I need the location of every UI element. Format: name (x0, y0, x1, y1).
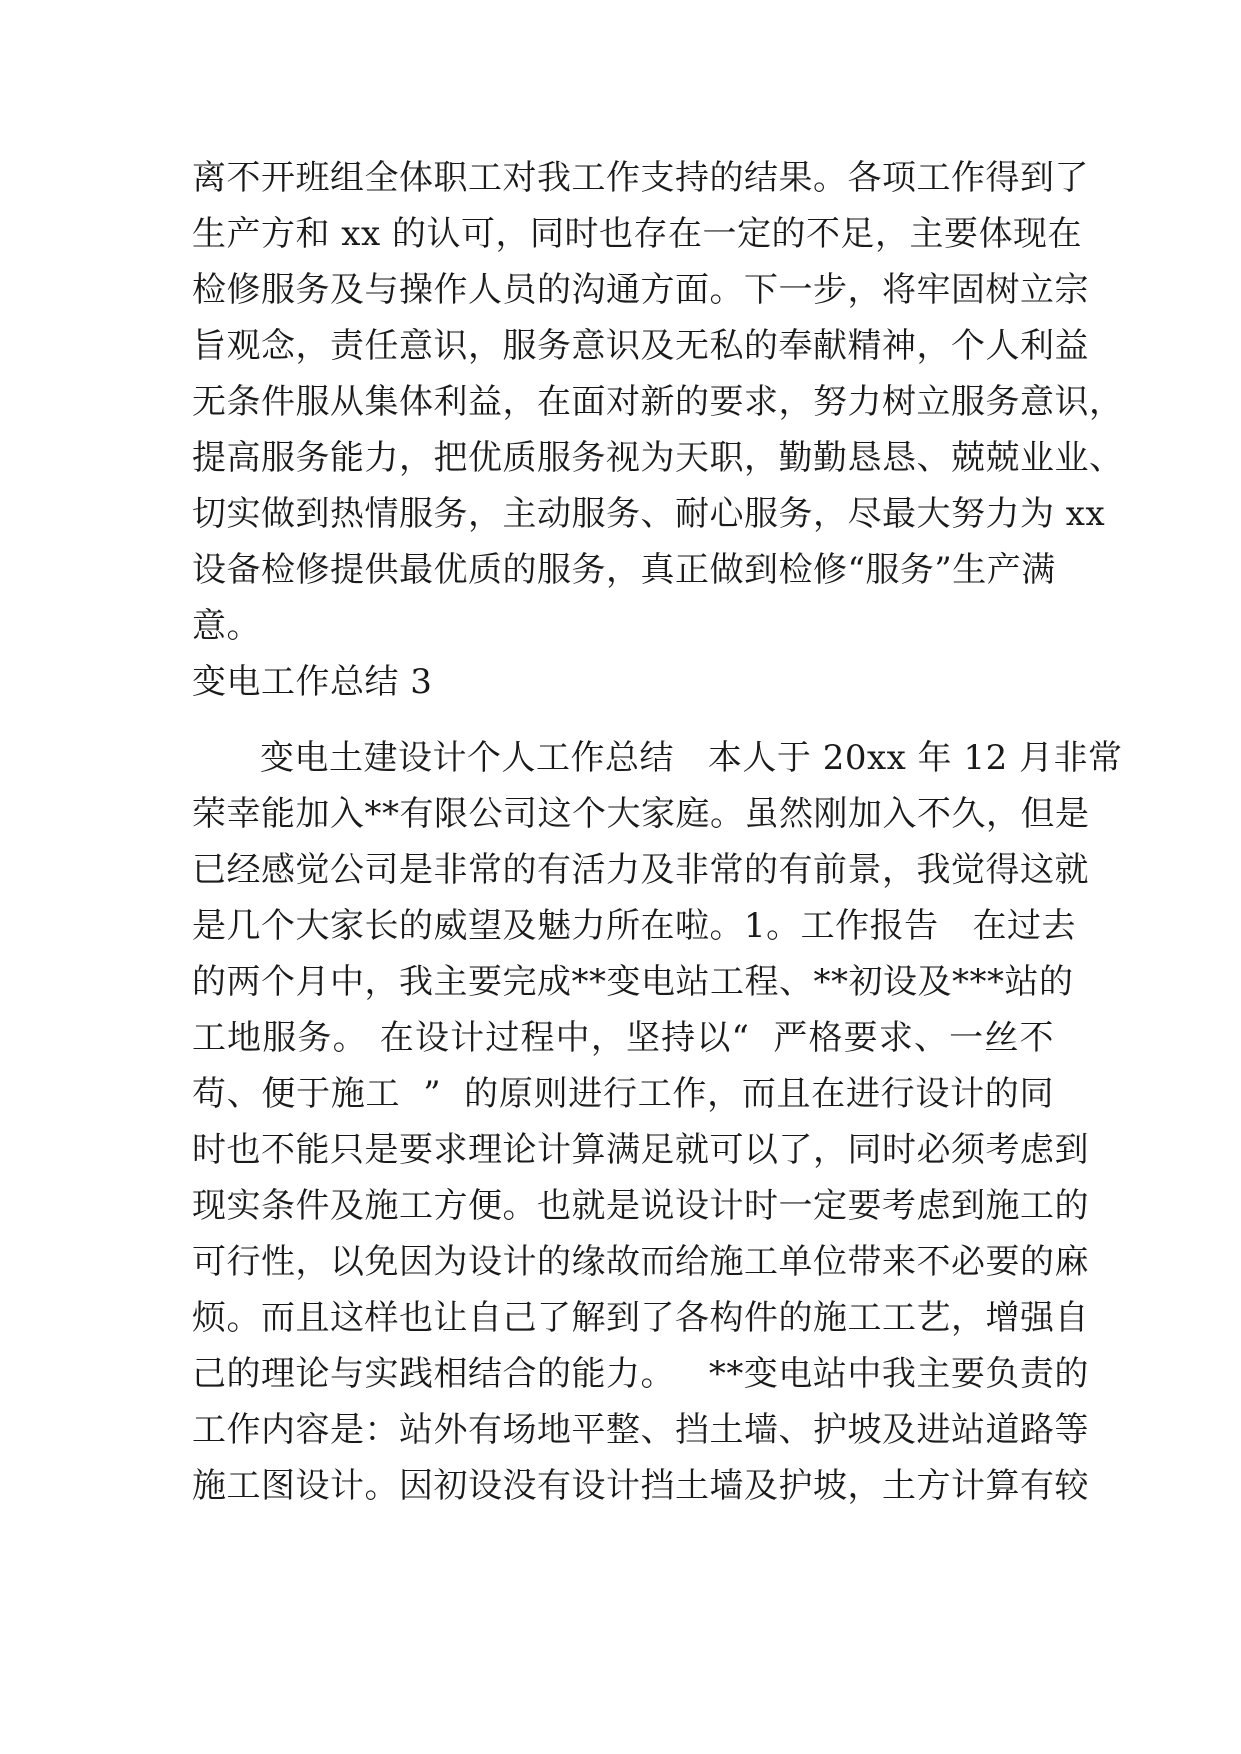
text-line: 已经感觉公司是非常的有活力及非常的有前景，我觉得这就 (192, 850, 1089, 890)
text-line: 可行性，以免因为设计的缘故而给施工单位带来不必要的麻 (192, 1242, 1089, 1282)
text-line: 现实条件及施工方便。也就是说设计时一定要考虑到施工的 (192, 1186, 1089, 1226)
text-line: 的两个月中，我主要完成**变电站工程、**初设及***站的 (192, 962, 1074, 1002)
text-line: 工作内容是：站外有场地平整、挡土墙、护坡及进站道路等 (192, 1410, 1089, 1450)
text-line: 变电土建设计个人工作总结 本人于 20xx 年 12 月非常 (260, 738, 1123, 778)
text-line: 是几个大家长的威望及魅力所在啦。1。工作报告 在过去 (192, 906, 1077, 946)
text-line: 烦。而且这样也让自己了解到了各构件的施工工艺，增强自 (192, 1298, 1089, 1338)
text-line: 设备检修提供最优质的服务，真正做到检修“服务”生产满 (192, 550, 1056, 590)
text-line: 切实做到热情服务，主动服务、耐心服务，尽最大努力为 xx (192, 494, 1106, 534)
section-heading: 变电工作总结 3 (192, 662, 433, 702)
text-line: 提高服务能力，把优质服务视为天职，勤勤恳恳、兢兢业业、 (192, 438, 1124, 478)
text-line: 检修服务及与操作人员的沟通方面。下一步，将牢固树立宗 (192, 270, 1089, 310)
text-line: 无条件服从集体利益，在面对新的要求，努力树立服务意识， (192, 382, 1124, 422)
text-line: 己的理论与实践相结合的能力。 **变电站中我主要负责的 (192, 1354, 1089, 1394)
text-line: 工地服务。 在设计过程中，坚持以“ 严格要求、一丝不 (192, 1018, 1054, 1058)
text-line: 生产方和 xx 的认可，同时也存在一定的不足，主要体现在 (192, 214, 1082, 254)
text-line: 荣幸能加入**有限公司这个大家庭。虽然刚加入不久，但是 (192, 794, 1090, 834)
text-line: 意。 (192, 606, 261, 646)
text-line: 离不开班组全体职工对我工作支持的结果。各项工作得到了 (192, 158, 1089, 198)
text-line: 时也不能只是要求理论计算满足就可以了，同时必须考虑到 (192, 1130, 1089, 1170)
text-line: 苟、便于施工 ” 的原则进行工作，而且在进行设计的同 (192, 1074, 1054, 1114)
text-line: 旨观念，责任意识，服务意识及无私的奉献精神，个人利益 (192, 326, 1089, 366)
text-line: 施工图设计。因初设没有设计挡土墙及护坡，土方计算有较 (192, 1466, 1089, 1506)
